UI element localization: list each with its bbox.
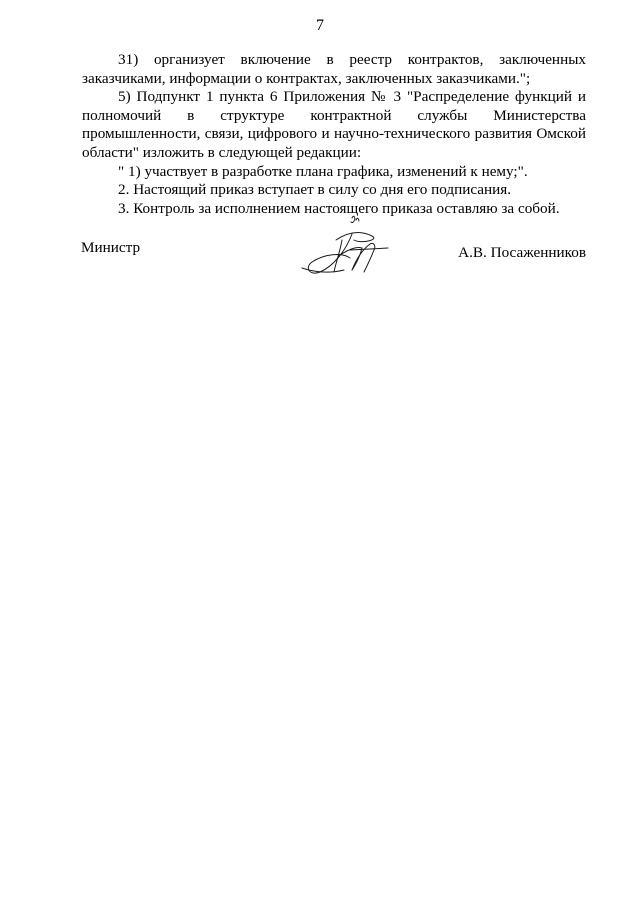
handwritten-signature <box>290 210 400 282</box>
paragraph-item-31: 31) организует включение в реестр контрактов, заключенных заказчиками, информации о контрактах, заключенных заказчиками."; <box>82 51 586 87</box>
signatory-title: Министр <box>81 239 141 256</box>
paragraph-item-3: 3. Контроль за исполнением настоящего приказа оставляю за собой. <box>118 199 560 217</box>
paragraph-item-5-continuation: области" изложить в следующей редакции: <box>82 143 362 161</box>
paragraph-item-2: 2. Настоящий приказ вступает в силу со дня его подписания. <box>118 181 512 199</box>
page-number: 7 <box>316 17 324 34</box>
signatory-name: А.В. Посаженников <box>458 244 586 261</box>
paragraph-item-5: 5) Подпункт 1 пункта 6 Приложения № 3 "Распределение функций и полномочий в структуре контрактной службы Министерства промышленности, связи, цифрового и научно-технического развития Омской <box>82 88 586 143</box>
document-body <box>82 51 586 218</box>
quoted-new-wording: " 1) участвует в разработке плана графика, изменений к нему;". <box>118 162 528 180</box>
